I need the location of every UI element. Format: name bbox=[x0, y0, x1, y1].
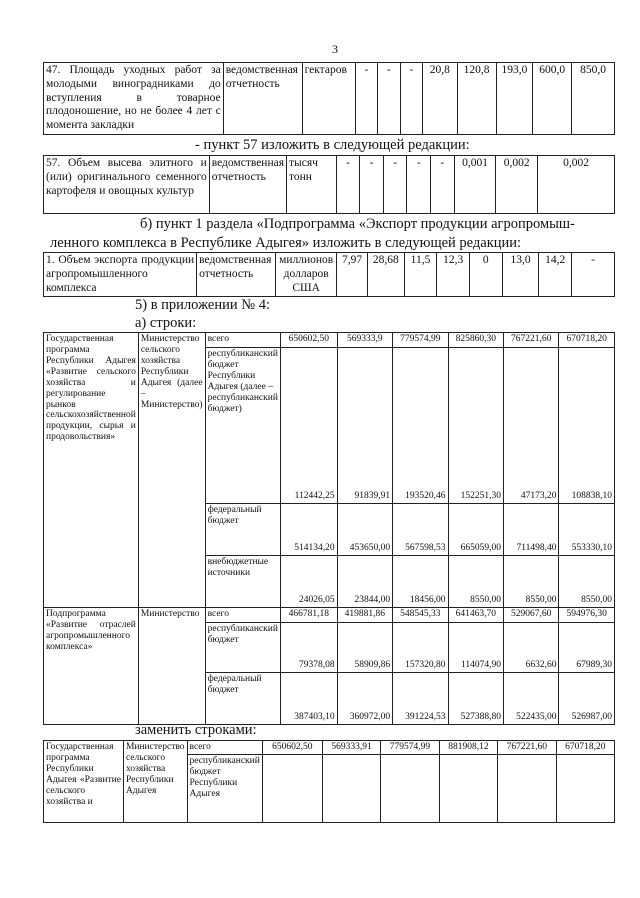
amount-cell: 91839,91 bbox=[337, 348, 392, 504]
indicator-name: 1. Объем экспорта продукции агропромышленного комплекса bbox=[44, 253, 197, 297]
value-cell: 193,0 bbox=[496, 63, 533, 135]
value-cell: 14,2 bbox=[539, 253, 572, 297]
amount-cell: 108838,10 bbox=[559, 348, 615, 504]
amount-cell bbox=[498, 755, 556, 823]
indicator-name: 57. Объем высева элитного и (или) оригинального семенного картофеля и овощных культур bbox=[44, 156, 210, 214]
indicator-unit: миллионов долларов США bbox=[276, 253, 337, 297]
amount-cell: 553330,10 bbox=[559, 504, 615, 556]
amount-cell: 522435,00 bbox=[504, 673, 559, 725]
amount-cell: 419881,86 bbox=[337, 608, 392, 623]
instruction-5: 5) в приложении № 4: bbox=[135, 297, 270, 313]
program-name: Государственная программа Республики Адыгея «Развитие сельского хозяйства и bbox=[44, 741, 124, 823]
row-label: республиканский бюджет Республики Адыгея (далее – республиканский бюджет) bbox=[205, 348, 280, 504]
amount-cell: 47173,20 bbox=[504, 348, 559, 504]
value-cell: - bbox=[383, 156, 407, 214]
instruction-a: а) строки: bbox=[135, 315, 197, 331]
amount-cell: 8550,00 bbox=[559, 556, 615, 608]
value-cell: - bbox=[407, 156, 431, 214]
row-label: федеральный бюджет bbox=[205, 673, 280, 725]
amount-cell: 387403,10 bbox=[280, 673, 337, 725]
amount-cell: 157320,80 bbox=[393, 623, 448, 673]
value-cell: 0 bbox=[469, 253, 502, 297]
value-cell: - bbox=[336, 156, 360, 214]
amount-cell: 391224,53 bbox=[393, 673, 448, 725]
value-cell: 20,8 bbox=[423, 63, 458, 135]
row-label: республиканский бюджет bbox=[205, 623, 280, 673]
amount-cell: 23844,00 bbox=[337, 556, 392, 608]
amount-cell: 779574,99 bbox=[381, 741, 439, 755]
amount-cell: 526987,00 bbox=[559, 673, 615, 725]
executor-name: Министерство сельского хозяйства Республики Адыгея (далее – Министерство) bbox=[138, 333, 205, 608]
amount-cell: 594976,30 bbox=[559, 608, 615, 623]
amount-cell: 79378,08 bbox=[280, 623, 337, 673]
value-cell: - bbox=[355, 63, 377, 135]
row-label: республиканский бюджет Республики Адыгея bbox=[187, 755, 262, 823]
instruction-b-line1: б) пункт 1 раздела «Подпрограмма «Экспорт продукции агропромыш- bbox=[140, 216, 575, 232]
value-cell: 850,0 bbox=[572, 63, 615, 135]
executor-name: Министерство bbox=[138, 608, 205, 725]
indicator-unit: тысяч тонн bbox=[287, 156, 337, 214]
amount-cell: 650602,50 bbox=[280, 333, 337, 348]
program-name: Государственная программа Республики Адыгея «Развитие сельского хозяйства и регулирование рынков сельскохозяйственной продукции, сырья и продовольствия» bbox=[44, 333, 139, 608]
amount-cell: 670718,20 bbox=[556, 741, 614, 755]
amount-cell bbox=[262, 755, 322, 823]
value-cell: - bbox=[431, 156, 455, 214]
value-cell: 28,68 bbox=[367, 253, 404, 297]
amount-cell: 665059,00 bbox=[448, 504, 503, 556]
amount-cell: 193520,46 bbox=[393, 348, 448, 504]
indicator-table-export bbox=[43, 252, 615, 297]
value-cell: 13,0 bbox=[502, 253, 539, 297]
amount-cell: 114074,90 bbox=[448, 623, 503, 673]
amount-cell: 514134,20 bbox=[280, 504, 337, 556]
amount-cell: 567598,53 bbox=[393, 504, 448, 556]
indicator-table-57 bbox=[43, 155, 615, 214]
indicator-source: ведомственная отчетность bbox=[197, 253, 276, 297]
amount-cell bbox=[322, 755, 380, 823]
financing-table-old bbox=[43, 332, 615, 725]
amount-cell: 650602,50 bbox=[262, 741, 322, 755]
amount-cell: 881908,12 bbox=[439, 741, 497, 755]
value-cell: 600,0 bbox=[533, 63, 572, 135]
amount-cell: 24026,05 bbox=[280, 556, 337, 608]
value-cell: 7,97 bbox=[337, 253, 368, 297]
indicator-source: ведомственная отчетность bbox=[223, 63, 302, 135]
row-label: внебюджетные источники bbox=[205, 556, 280, 608]
value-cell: 0,002 bbox=[496, 156, 538, 214]
value-cell: 11,5 bbox=[404, 253, 437, 297]
row-label: всего bbox=[205, 608, 280, 623]
value-cell: 0,001 bbox=[454, 156, 496, 214]
indicator-table-47 bbox=[43, 62, 615, 135]
page-number: 3 bbox=[332, 42, 338, 56]
amount-cell: 527388,80 bbox=[448, 673, 503, 725]
value-cell: - bbox=[572, 253, 615, 297]
value-cell: 12,3 bbox=[437, 253, 470, 297]
instruction-p57: - пункт 57 изложить в следующей редакции: bbox=[195, 137, 470, 153]
amount-cell: 767221,60 bbox=[504, 333, 559, 348]
amount-cell: 6632,60 bbox=[504, 623, 559, 673]
indicator-unit: гектаров bbox=[302, 63, 355, 135]
subprogram-name: Подпрограмма «Развитие отраслей агропромышленного комплекса» bbox=[44, 608, 139, 725]
amount-cell: 8550,00 bbox=[504, 556, 559, 608]
value-cell: - bbox=[378, 63, 400, 135]
instruction-replace: заменить строками: bbox=[135, 722, 257, 738]
row-label: федеральный бюджет bbox=[205, 504, 280, 556]
value-cell: 0,002 bbox=[538, 156, 615, 214]
amount-cell: 360972,00 bbox=[337, 673, 392, 725]
amount-cell: 767221,60 bbox=[498, 741, 556, 755]
amount-cell: 529067,60 bbox=[504, 608, 559, 623]
amount-cell: 18456,00 bbox=[393, 556, 448, 608]
indicator-source: ведомственная отчетность bbox=[209, 156, 286, 214]
amount-cell: 569333,91 bbox=[322, 741, 380, 755]
amount-cell: 152251,30 bbox=[448, 348, 503, 504]
amount-cell: 548545,33 bbox=[393, 608, 448, 623]
value-cell: 120,8 bbox=[457, 63, 496, 135]
financing-table-new bbox=[43, 740, 615, 823]
amount-cell: 711498,40 bbox=[504, 504, 559, 556]
amount-cell bbox=[381, 755, 439, 823]
row-label: всего bbox=[205, 333, 280, 348]
row-label: всего bbox=[187, 741, 262, 755]
amount-cell bbox=[556, 755, 614, 823]
amount-cell: 112442,25 bbox=[280, 348, 337, 504]
instruction-b-line2: ленного комплекса в Республике Адыгея» изложить в следующей редакции: bbox=[50, 235, 522, 251]
indicator-name: 47. Площадь уходных работ за молодыми виноградниками до вступления в товарное плодоношение, но не более 4 лет с момента закладки bbox=[44, 63, 224, 135]
amount-cell: 453650,00 bbox=[337, 504, 392, 556]
amount-cell: 779574,99 bbox=[393, 333, 448, 348]
amount-cell: 825860,30 bbox=[448, 333, 503, 348]
amount-cell: 8550,00 bbox=[448, 556, 503, 608]
amount-cell: 670718,20 bbox=[559, 333, 615, 348]
amount-cell: 67989,30 bbox=[559, 623, 615, 673]
amount-cell: 58909,86 bbox=[337, 623, 392, 673]
value-cell: - bbox=[360, 156, 384, 214]
value-cell: - bbox=[400, 63, 422, 135]
amount-cell: 641463,70 bbox=[448, 608, 503, 623]
amount-cell bbox=[439, 755, 497, 823]
amount-cell: 569333,9 bbox=[337, 333, 392, 348]
executor-name: Министерство сельского хозяйства Республики Адыгея bbox=[123, 741, 187, 823]
amount-cell: 466781,18 bbox=[280, 608, 337, 623]
